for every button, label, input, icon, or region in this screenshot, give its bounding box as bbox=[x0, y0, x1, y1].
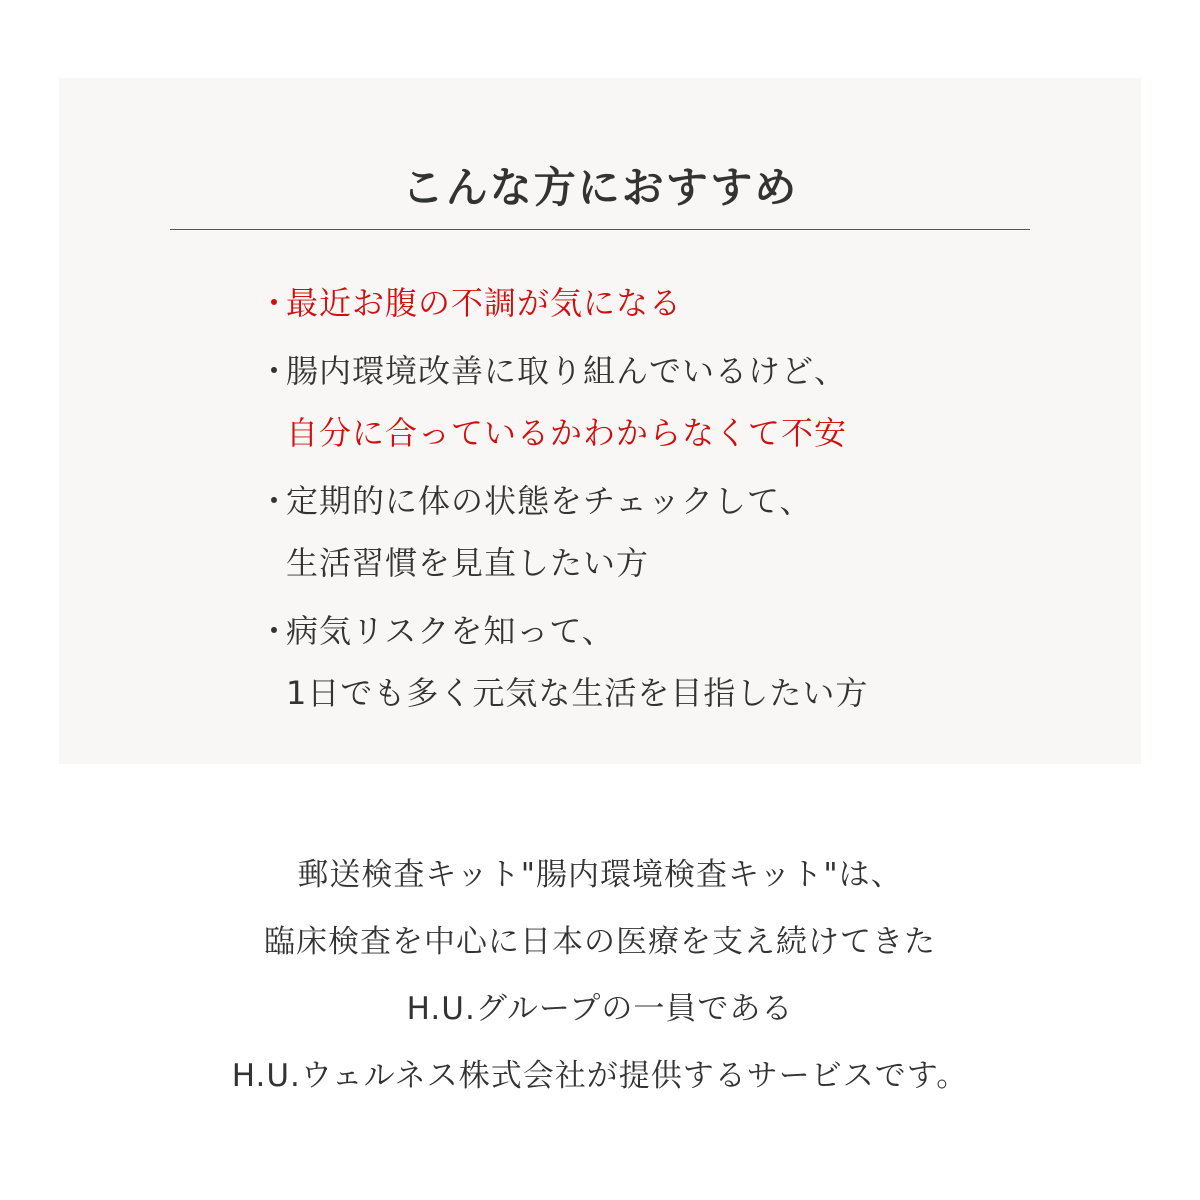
bullet: ・ bbox=[258, 612, 292, 650]
item-line: 定期的に体の状態をチェックして、 bbox=[286, 482, 813, 520]
item-line: 最近お腹の不調が気になる bbox=[286, 284, 683, 322]
item-line: 腸内環境改善に取り組んでいるけど、 bbox=[286, 352, 848, 390]
list-item-gut-environment bbox=[258, 340, 1118, 464]
description-line: H.U.ウェルネス株式会社が提供するサービスです。 bbox=[231, 1058, 969, 1094]
list-item-regular-check bbox=[258, 470, 1118, 594]
item-line: 1日でも多く元気な生活を目指したい方 bbox=[286, 674, 869, 712]
description-line: H.U.グループの一員である bbox=[406, 991, 794, 1027]
description-line: 臨床検査を中心に日本の医療を支え続けてきた bbox=[264, 924, 936, 960]
title-divider bbox=[170, 229, 1030, 230]
service-description bbox=[0, 842, 1200, 1110]
list-item-stomach bbox=[258, 272, 1118, 334]
bullet: ・ bbox=[258, 352, 292, 390]
bullet: ・ bbox=[258, 284, 292, 322]
recommendation-list bbox=[258, 272, 1118, 730]
item-line: 生活習慣を見直したい方 bbox=[286, 544, 650, 582]
item-line: 自分に合っているかわからなくて不安 bbox=[286, 414, 848, 452]
description-line: 郵送検査キット"腸内環境検査キット"は、 bbox=[297, 857, 903, 893]
item-line: 病気リスクを知って、 bbox=[286, 612, 615, 650]
bullet: ・ bbox=[258, 482, 292, 520]
list-item-disease-risk bbox=[258, 600, 1118, 724]
panel-title: こんな方におすすめ bbox=[401, 163, 799, 212]
